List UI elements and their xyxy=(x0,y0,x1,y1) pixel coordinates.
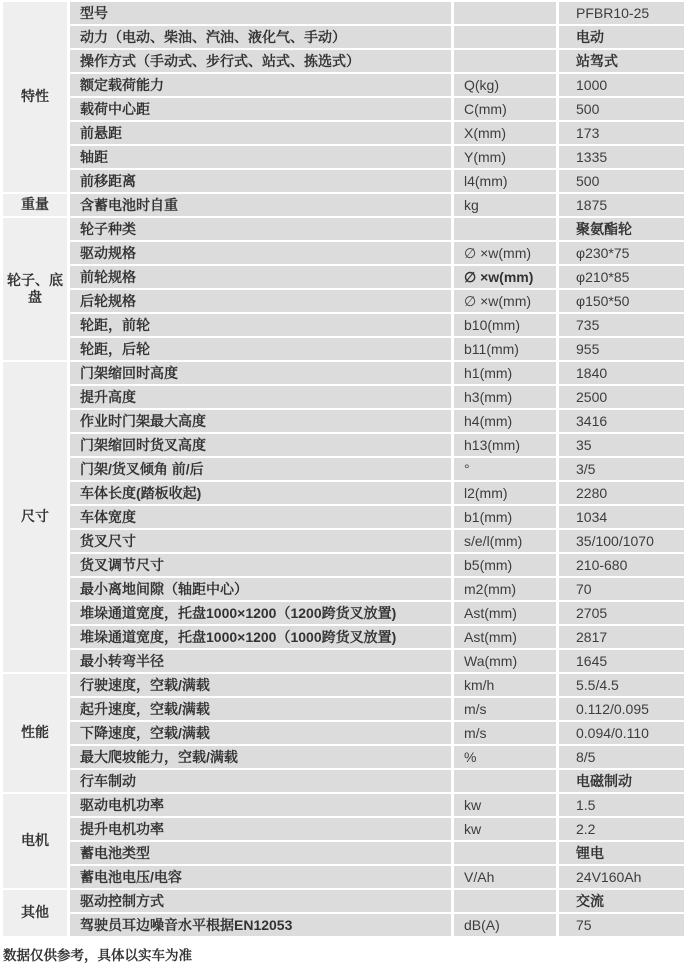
parameter-name-cell: 行车制动 xyxy=(70,770,451,792)
spec-row xyxy=(3,842,684,864)
parameter-name-cell: 门架缩回时货叉高度 xyxy=(70,434,451,456)
value-cell: 交流 xyxy=(559,890,684,912)
value-cell: 210-680 xyxy=(559,554,684,576)
value-cell: 35/100/1070 xyxy=(559,530,684,552)
parameter-name-cell: 货叉调节尺寸 xyxy=(70,554,451,576)
unit-cell: s/e/l(mm) xyxy=(454,530,556,552)
value-cell: 站驾式 xyxy=(559,50,684,72)
spec-row xyxy=(3,458,684,480)
category-cell: 电机 xyxy=(3,794,67,888)
value-cell: 24V160Ah xyxy=(559,866,684,888)
parameter-name-cell: 最小转弯半径 xyxy=(70,650,451,672)
value-cell: 3416 xyxy=(559,410,684,432)
spec-row xyxy=(3,74,684,96)
unit-cell xyxy=(454,26,556,48)
parameter-name-cell: 驱动控制方式 xyxy=(70,890,451,912)
unit-cell: h4(mm) xyxy=(454,410,556,432)
value-cell: φ230*75 xyxy=(559,242,684,264)
spec-row xyxy=(3,290,684,312)
spec-row xyxy=(3,242,684,264)
spec-row xyxy=(3,914,684,936)
value-cell: 173 xyxy=(559,122,684,144)
parameter-name-cell: 门架缩回时高度 xyxy=(70,362,451,384)
unit-cell: ° xyxy=(454,458,556,480)
spec-table-body xyxy=(3,2,684,936)
spec-row xyxy=(3,410,684,432)
parameter-name-cell: 后轮规格 xyxy=(70,290,451,312)
spec-row xyxy=(3,674,684,696)
spec-row xyxy=(3,2,684,24)
value-cell: 1.5 xyxy=(559,794,684,816)
parameter-name-cell: 起升速度，空载/满载 xyxy=(70,698,451,720)
category-cell: 重量 xyxy=(3,194,67,216)
value-cell: 聚氨酯轮 xyxy=(559,218,684,240)
unit-cell: b5(mm) xyxy=(454,554,556,576)
spec-row xyxy=(3,314,684,336)
parameter-name-cell: 门架/货叉倾角 前/后 xyxy=(70,458,451,480)
spec-row xyxy=(3,866,684,888)
value-cell: 2705 xyxy=(559,602,684,624)
parameter-name-cell: 车体宽度 xyxy=(70,506,451,528)
spec-row xyxy=(3,386,684,408)
category-cell: 特性 xyxy=(3,2,67,192)
unit-cell: b1(mm) xyxy=(454,506,556,528)
value-cell: 2280 xyxy=(559,482,684,504)
spec-row xyxy=(3,122,684,144)
value-cell: 0.094/0.110 xyxy=(559,722,684,744)
value-cell: 5.5/4.5 xyxy=(559,674,684,696)
unit-cell: Q(kg) xyxy=(454,74,556,96)
unit-cell: b11(mm) xyxy=(454,338,556,360)
parameter-name-cell: 额定载荷能力 xyxy=(70,74,451,96)
unit-cell: V/Ah xyxy=(454,866,556,888)
value-cell: 2817 xyxy=(559,626,684,648)
unit-cell xyxy=(454,842,556,864)
parameter-name-cell: 作业时门架最大高度 xyxy=(70,410,451,432)
parameter-name-cell: 车体长度(踏板收起) xyxy=(70,482,451,504)
value-cell: 500 xyxy=(559,170,684,192)
spec-row xyxy=(3,362,684,384)
unit-cell xyxy=(454,218,556,240)
spec-row xyxy=(3,194,684,216)
unit-cell: ∅ ×w(mm) xyxy=(454,290,556,312)
unit-cell: h1(mm) xyxy=(454,362,556,384)
unit-cell xyxy=(454,50,556,72)
unit-cell: l4(mm) xyxy=(454,170,556,192)
value-cell: φ150*50 xyxy=(559,290,684,312)
spec-row xyxy=(3,26,684,48)
unit-cell: b10(mm) xyxy=(454,314,556,336)
unit-cell xyxy=(454,2,556,24)
parameter-name-cell: 前悬距 xyxy=(70,122,451,144)
value-cell: 0.112/0.095 xyxy=(559,698,684,720)
unit-cell: kg xyxy=(454,194,556,216)
parameter-name-cell: 堆垛通道宽度，托盘1000×1200（1200跨货叉放置) xyxy=(70,602,451,624)
spec-row xyxy=(3,530,684,552)
unit-cell: Y(mm) xyxy=(454,146,556,168)
unit-cell: kw xyxy=(454,794,556,816)
spec-row xyxy=(3,578,684,600)
unit-cell: Wa(mm) xyxy=(454,650,556,672)
spec-row xyxy=(3,626,684,648)
value-cell: 70 xyxy=(559,578,684,600)
spec-row xyxy=(3,746,684,768)
spec-row xyxy=(3,794,684,816)
value-cell: 1645 xyxy=(559,650,684,672)
unit-cell: l2(mm) xyxy=(454,482,556,504)
spec-row xyxy=(3,98,684,120)
unit-cell: m2(mm) xyxy=(454,578,556,600)
unit-cell: h3(mm) xyxy=(454,386,556,408)
spec-row xyxy=(3,602,684,624)
category-cell: 性能 xyxy=(3,674,67,792)
spec-row xyxy=(3,482,684,504)
parameter-name-cell: 货叉尺寸 xyxy=(70,530,451,552)
spec-row xyxy=(3,218,684,240)
spec-row xyxy=(3,650,684,672)
unit-cell: ∅ ×w(mm) xyxy=(454,266,556,288)
value-cell: 电动 xyxy=(559,26,684,48)
value-cell: 8/5 xyxy=(559,746,684,768)
parameter-name-cell: 轮距，前轮 xyxy=(70,314,451,336)
parameter-name-cell: 型号 xyxy=(70,2,451,24)
value-cell: 锂电 xyxy=(559,842,684,864)
category-cell: 尺寸 xyxy=(3,362,67,672)
unit-cell: Ast(mm) xyxy=(454,602,556,624)
value-cell: 1335 xyxy=(559,146,684,168)
parameter-name-cell: 蓄电池类型 xyxy=(70,842,451,864)
parameter-name-cell: 最大爬坡能力，空载/满载 xyxy=(70,746,451,768)
spec-row xyxy=(3,506,684,528)
spec-row xyxy=(3,698,684,720)
value-cell: 3/5 xyxy=(559,458,684,480)
unit-cell xyxy=(454,890,556,912)
parameter-name-cell: 前移距离 xyxy=(70,170,451,192)
unit-cell: km/h xyxy=(454,674,556,696)
value-cell: 35 xyxy=(559,434,684,456)
unit-cell: m/s xyxy=(454,698,556,720)
spec-row xyxy=(3,818,684,840)
category-cell: 轮子、底盘 xyxy=(3,218,67,360)
parameter-name-cell: 载荷中心距 xyxy=(70,98,451,120)
spec-row xyxy=(3,338,684,360)
parameter-name-cell: 堆垛通道宽度，托盘1000×1200（1000跨货叉放置) xyxy=(70,626,451,648)
parameter-name-cell: 驱动规格 xyxy=(70,242,451,264)
unit-cell: dB(A) xyxy=(454,914,556,936)
value-cell: 735 xyxy=(559,314,684,336)
parameter-name-cell: 提升电机功率 xyxy=(70,818,451,840)
unit-cell: % xyxy=(454,746,556,768)
spec-row xyxy=(3,434,684,456)
unit-cell: ∅ ×w(mm) xyxy=(454,242,556,264)
footer-note: 数据仅供参考，具体以实车为准 xyxy=(3,948,192,963)
spec-row xyxy=(3,266,684,288)
parameter-name-cell: 驾驶员耳边噪音水平根据EN12053 xyxy=(70,914,451,936)
spec-row xyxy=(3,50,684,72)
value-cell: 2500 xyxy=(559,386,684,408)
parameter-name-cell: 动力（电动、柴油、汽油、液化气、手动） xyxy=(70,26,451,48)
unit-cell: h13(mm) xyxy=(454,434,556,456)
value-cell: 500 xyxy=(559,98,684,120)
spec-row xyxy=(3,146,684,168)
category-cell: 其他 xyxy=(3,890,67,936)
value-cell: 75 xyxy=(559,914,684,936)
spec-row xyxy=(3,170,684,192)
parameter-name-cell: 前轮规格 xyxy=(70,266,451,288)
spec-row xyxy=(3,890,684,912)
parameter-name-cell: 行驶速度，空载/满载 xyxy=(70,674,451,696)
unit-cell: C(mm) xyxy=(454,98,556,120)
unit-cell: Ast(mm) xyxy=(454,626,556,648)
spec-row xyxy=(3,554,684,576)
value-cell: 1034 xyxy=(559,506,684,528)
value-cell: 2.2 xyxy=(559,818,684,840)
value-cell: 电磁制动 xyxy=(559,770,684,792)
value-cell: 955 xyxy=(559,338,684,360)
parameter-name-cell: 轮距，后轮 xyxy=(70,338,451,360)
value-cell: 1840 xyxy=(559,362,684,384)
value-cell: 1000 xyxy=(559,74,684,96)
parameter-name-cell: 蓄电池电压/电容 xyxy=(70,866,451,888)
parameter-name-cell: 轴距 xyxy=(70,146,451,168)
parameter-name-cell: 最小离地间隙（轴距中心） xyxy=(70,578,451,600)
parameter-name-cell: 下降速度，空载/满载 xyxy=(70,722,451,744)
spec-row xyxy=(3,770,684,792)
unit-cell: kw xyxy=(454,818,556,840)
unit-cell xyxy=(454,770,556,792)
unit-cell: m/s xyxy=(454,722,556,744)
value-cell: φ210*85 xyxy=(559,266,684,288)
parameter-name-cell: 操作方式（手动式、步行式、站式、拣选式） xyxy=(70,50,451,72)
parameter-name-cell: 轮子种类 xyxy=(70,218,451,240)
value-cell: PFBR10-25 xyxy=(559,2,684,24)
parameter-name-cell: 提升高度 xyxy=(70,386,451,408)
unit-cell: X(mm) xyxy=(454,122,556,144)
parameter-name-cell: 含蓄电池时自重 xyxy=(70,194,451,216)
value-cell: 1875 xyxy=(559,194,684,216)
parameter-name-cell: 驱动电机功率 xyxy=(70,794,451,816)
spec-row xyxy=(3,722,684,744)
